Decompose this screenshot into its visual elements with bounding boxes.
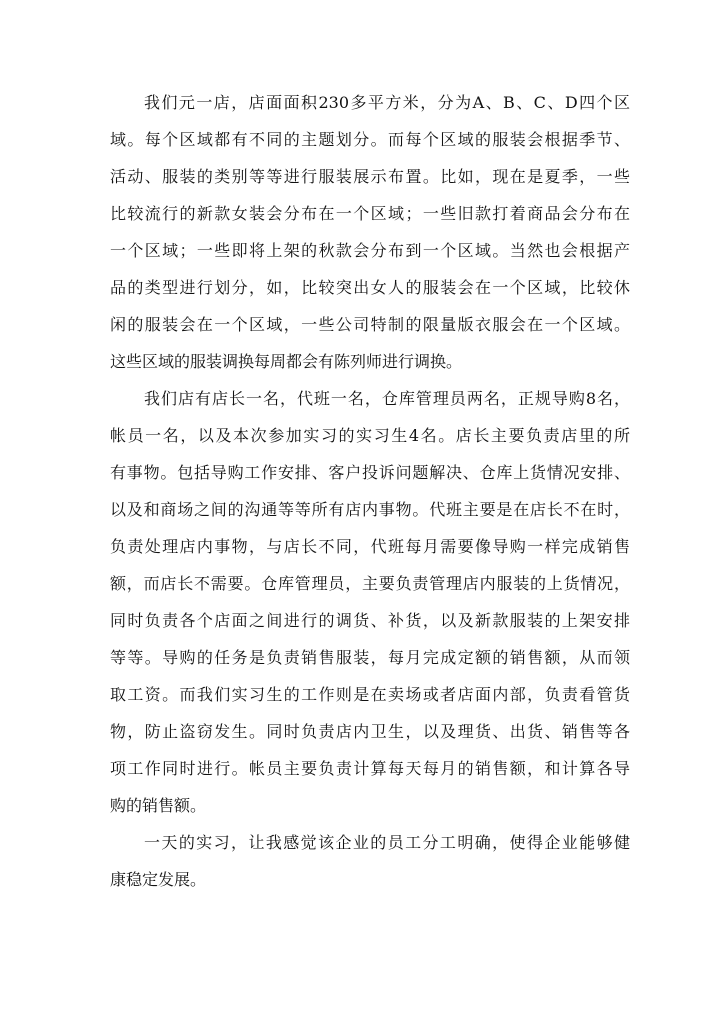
text-line: 比较流行的新款女装会分布在一个区域；一些旧款打着商品会分布在: [110, 204, 630, 223]
text-line: 帐员一名，以及本次参加实习的实习生4名。店长主要负责店里的所: [110, 426, 630, 445]
text-line: 等等。导购的任务是负责销售服装，每月完成定额的销售额，从而领: [110, 648, 630, 667]
text-line: 一天的实习，让我感觉该企业的员工分工明确，使得企业能够健: [144, 833, 630, 852]
text-line: 我们元一店，店面面积230多平方米，分为A、B、C、D四个区: [144, 93, 630, 112]
text-line: 闲的服装会在一个区域，一些公司特制的限量版衣服会在一个区域。: [110, 315, 630, 334]
text-line: 额，而店长不需要。仓库管理员，主要负责管理店内服装的上货情况，: [110, 574, 630, 593]
text-line: 购的销售额。: [110, 796, 207, 815]
text-line: 有事物。包括导购工作安排、客户投诉问题解决、仓库上货情况安排、: [110, 463, 630, 482]
text-line: 一个区域；一些即将上架的秋款会分布到一个区域。当然也会根据产: [110, 241, 630, 260]
text-line: 项工作同时进行。帐员主要负责计算每天每月的销售额，和计算各导: [110, 759, 630, 778]
text-line: 同时负责各个店面之间进行的调货、补货，以及新款服装的上架安排: [110, 611, 630, 630]
document-body: [110, 84, 630, 898]
text-line: 物，防止盗窃发生。同时负责店内卫生，以及理货、出货、销售等各: [110, 722, 630, 741]
paragraph-conclusion: [110, 824, 630, 898]
text-line: 品的类型进行划分，如，比较突出女人的服装会在一个区域，比较休: [110, 278, 630, 297]
text-line: 域。每个区域都有不同的主题划分。而每个区域的服装会根据季节、: [110, 130, 630, 149]
text-line: 这些区域的服装调换每周都会有陈列师进行调换。: [110, 352, 463, 371]
paragraph-staff-roles: [110, 380, 630, 824]
paragraph-store-areas: [110, 84, 630, 380]
text-line: 以及和商场之间的沟通等等所有店内事物。代班主要是在店长不在时，: [110, 500, 630, 519]
text-line: 我们店有店长一名，代班一名，仓库管理员两名，正规导购8名，: [144, 389, 630, 408]
text-line: 康稳定发展。: [110, 870, 207, 889]
text-line: 取工资。而我们实习生的工作则是在卖场或者店面内部，负责看管货: [110, 685, 630, 704]
text-line: 活动、服装的类别等等进行服装展示布置。比如，现在是夏季，一些: [110, 167, 630, 186]
text-line: 负责处理店内事物，与店长不同，代班每月需要像导购一样完成销售: [110, 537, 630, 556]
